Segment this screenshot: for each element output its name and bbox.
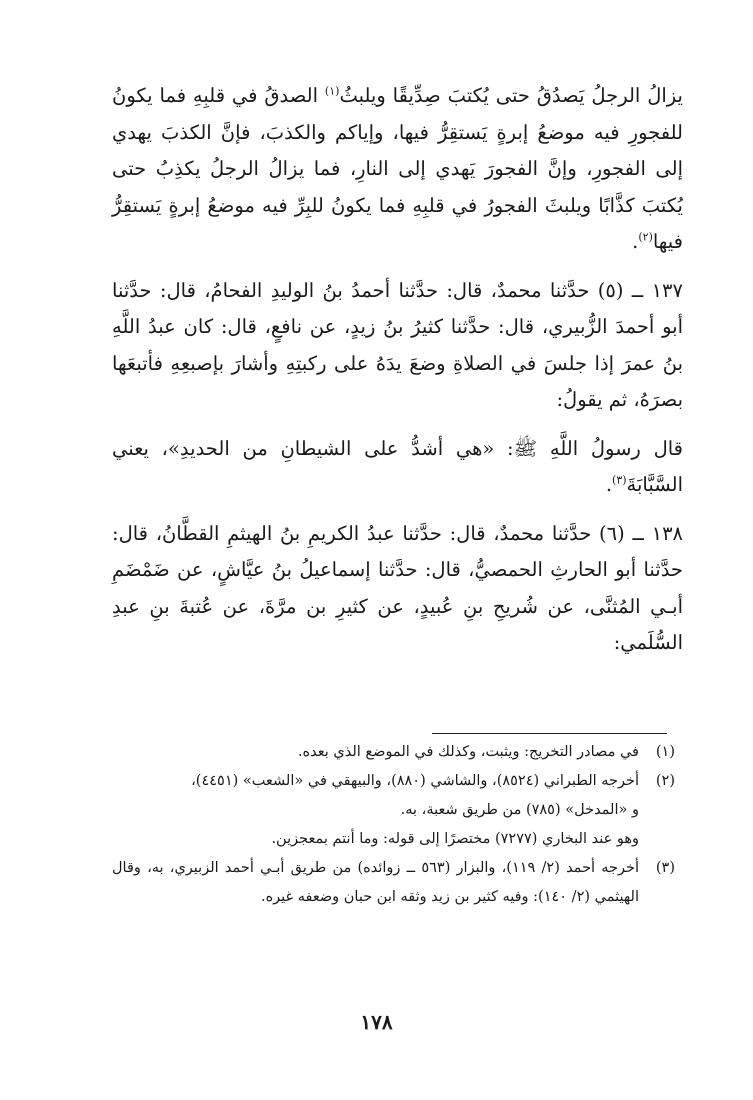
main-text: [112, 78, 683, 662]
footnote-text: في مصادر التخريج: ويثبت، وكذلك في الموضع الذي بعده.: [297, 744, 639, 760]
paragraph-end: .: [605, 473, 613, 496]
hadith-137-quote: [112, 431, 683, 504]
footnote-2: [112, 767, 675, 825]
footnote-text: أخرجه الطبراني (٨٥٢٤)، والشاشي (٨٨٠)، والبيهقي في «الشعب» (٤٤٥١)،: [191, 773, 639, 789]
footnote-number: (٣): [655, 860, 675, 876]
footnote-2-note: وهو عند البخاري (٧٢٧٧) مختصرًا إلى قوله: وما أنتم بمعجزين.: [271, 831, 639, 847]
footnote-number: (٢): [655, 773, 675, 789]
footnote-number: (١): [655, 744, 675, 760]
footnotes: [112, 738, 675, 912]
footnote-text: و «المدخل» (٧٨٥) من طريق شعبة، به.: [400, 802, 639, 818]
footnote-divider: [432, 733, 667, 734]
footnote-ref-2[interactable]: (٢): [638, 230, 653, 244]
paragraph-text: الصدقُ في قلبِهِ فما يكونُ للفجورِ فيه موضعُ إبرةٍ يَستقِرُّ فيها، وإياكم والكذبَ، فإنَّ الكذبَ يهدي إلى الفجورِ، وإنَّ الفجورَ يَهدي إلى النارِ، فما يزالُ الرجلُ يكذِبُ حتى يُكتبَ كذَّابًا ويلبثَ الفجورُ في قلبِهِ فما يكونُ للبِرِّ فيه موضعُ إبرةٍ يَستقِرُّ فيها: [112, 84, 683, 253]
page-number: ١٧٨: [360, 1010, 393, 1034]
footnote-ref-3[interactable]: (٣): [612, 473, 627, 487]
paragraph-continuation: [112, 78, 683, 261]
paragraph-text: قال رسولُ اللَّهِ ﷺ: «هي أشدُّ على الشيطانِ من الحديدِ»، يعني السَّبَّابَةَ: [112, 436, 683, 496]
footnote-3: [112, 854, 675, 912]
footnote-ref-1[interactable]: (١): [324, 84, 340, 98]
hadith-137: ١٣٧ ــ (٥) حدَّثنا محمدٌ، قال: حدَّثنا أحمدُ بنُ الوليدِ الفحامُ، قال: حدَّثنا أبو أحمدَ الزُّبيري، قال: حدَّثنا كثيرُ بنُ زيدٍ، عن نافعٍ، قال: كان عبدُ اللَّهِ بنُ عمرَ إذا جلسَ في الصلاةِ وضعَ يدَهُ على ركبتِهِ وأشارَ بإصبعِهِ فأتبعَها بصرَهُ، ثم يقولُ:: [112, 278, 683, 411]
paragraph-end: .: [632, 230, 639, 253]
paragraph-text: يزالُ الرجلُ يَصدُقُ حتى يُكتبَ صِدِّيقًا ويلبثُ: [339, 84, 683, 107]
footnote-text: أخرجه أحمد (٢/ ١١٩)، والبزار (٥٦٣ ــ زوائده) من طريق أبـي أحمد الزبيري، به، وقال الهيثمي (٢/ ١٤٠): وفيه كثير بن زيد وثقه ابن حبان وضعفه غيره.: [112, 860, 639, 905]
hadith-138: ١٣٨ ــ (٦) حدَّثنا محمدٌ، قال: حدَّثنا عبدُ الكريمِ بنُ الهيثمِ القطَّانُ، قال: حدَّثنا أبو الحارثِ الحمصيُّ، قال: حدَّثنا إسماعيلُ بنُ عيَّاشٍ، عن ضَمْضَمِ أبـي المُثنَّى، عن شُريحِ بنِ عُبيدٍ، عن كثيرِ بن مرَّةَ، عن عُتبةَ بنِ عبدِ السُّلَمي:: [112, 521, 684, 654]
footnote-1: [112, 738, 675, 767]
